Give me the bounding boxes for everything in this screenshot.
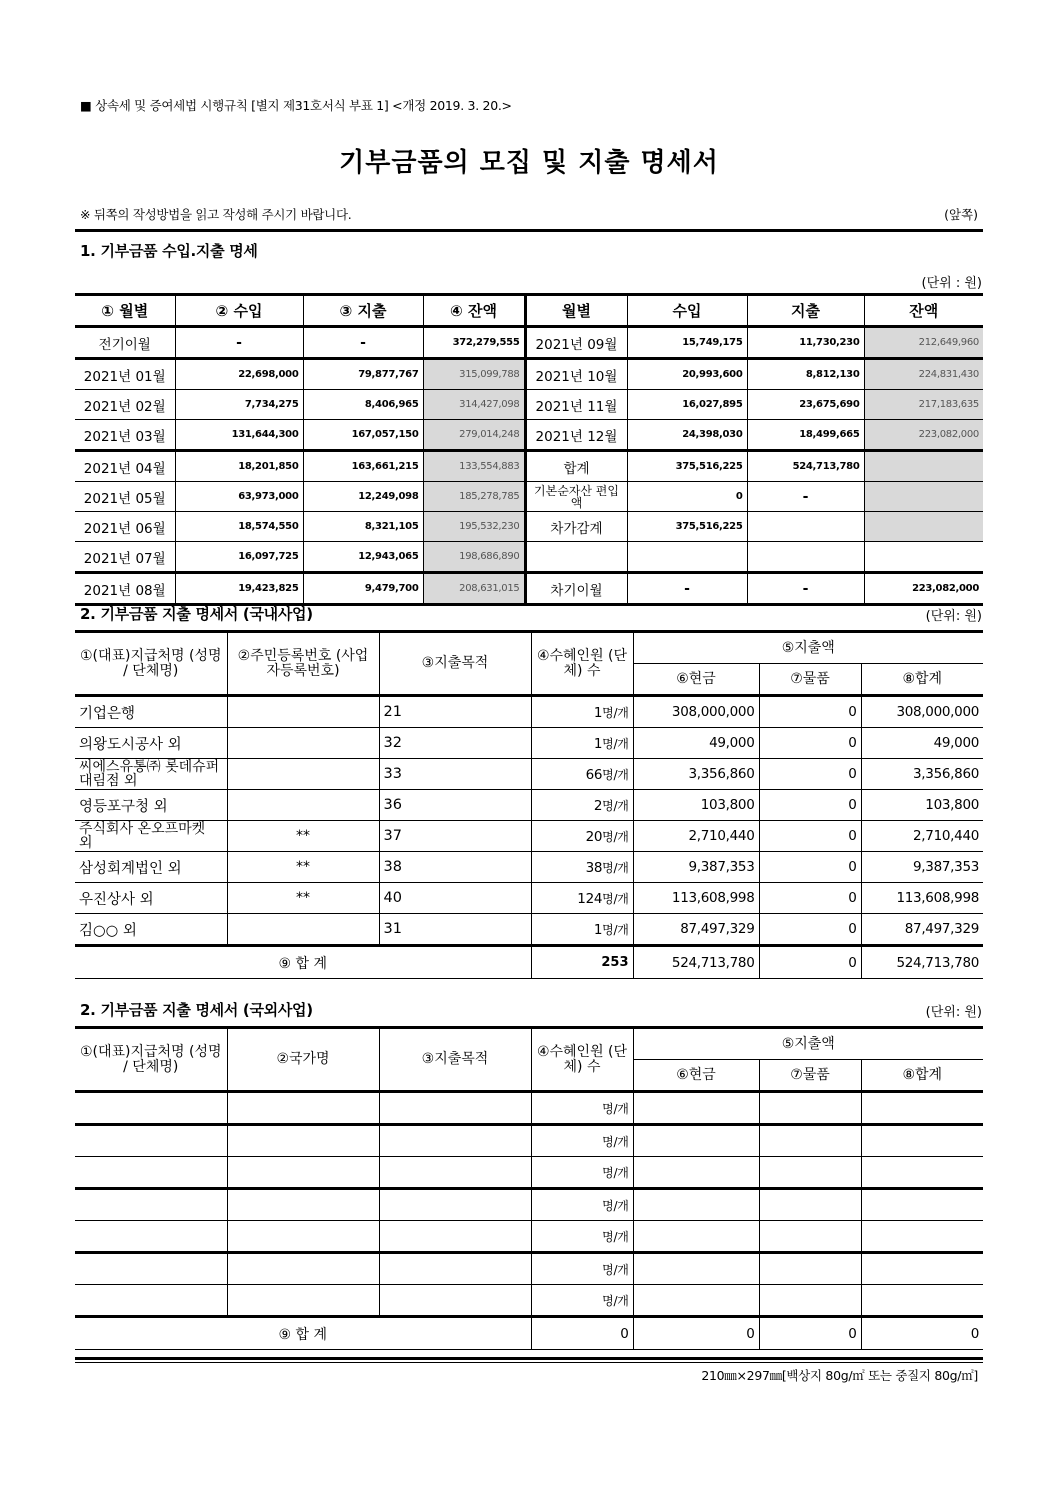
col-header-expense-2: 지출	[747, 295, 864, 327]
beneficiary-unit: 명/개	[602, 860, 629, 875]
id-number-cell: **	[227, 883, 379, 914]
beneficiaries-cell	[531, 790, 633, 821]
total-label: ⑨ 합 계	[75, 1317, 531, 1350]
sum-cell	[861, 1221, 983, 1253]
income-cell: 63,973,000	[175, 482, 303, 512]
col-header-goods: ⑦물품	[759, 1060, 861, 1092]
id-number-cell	[227, 790, 379, 821]
sum-cell	[861, 1253, 983, 1285]
purpose-cell: 36	[379, 790, 531, 821]
table-row	[75, 359, 983, 390]
beneficiaries-cell	[531, 821, 633, 852]
month-cell: 차기이월	[525, 573, 627, 605]
country-cell	[227, 1253, 379, 1285]
sum-cell	[861, 1092, 983, 1125]
cash-cell: 9,387,353	[633, 852, 759, 883]
beneficiaries-cell	[531, 852, 633, 883]
table-row	[75, 451, 983, 482]
payee-cell: 우진상사 외	[75, 883, 227, 914]
cash-cell	[633, 1189, 759, 1221]
id-number-cell	[227, 696, 379, 728]
month-cell: 2021년 10월	[525, 359, 627, 390]
cash-cell: 2,710,440	[633, 821, 759, 852]
beneficiaries-cell: 명/개	[531, 1157, 633, 1189]
table-row	[75, 759, 983, 790]
beneficiaries-cell: 명/개	[531, 1221, 633, 1253]
col-header-income: ② 수입	[175, 295, 303, 327]
beneficiaries-cell	[531, 883, 633, 914]
beneficiaries-cell	[531, 759, 633, 790]
section1-unit: (단위 : 원)	[921, 276, 982, 291]
beneficiary-count: 20	[585, 828, 603, 845]
cash-cell	[633, 1092, 759, 1125]
beneficiary-unit: 명/개	[602, 767, 629, 782]
sum-cell	[861, 1285, 983, 1317]
purpose-cell	[379, 1285, 531, 1317]
balance-cell: 315,099,788	[423, 359, 525, 390]
goods-cell	[759, 1221, 861, 1253]
payee-cell	[75, 1221, 227, 1253]
country-cell	[227, 1221, 379, 1253]
balance-cell	[864, 482, 983, 512]
expense-cell: 12,249,098	[303, 482, 423, 512]
payee-cell: 주식회사 온오프마켓 외	[75, 821, 227, 852]
beneficiary-count: 38	[585, 859, 603, 876]
beneficiary-unit: 명/개	[602, 736, 629, 751]
beneficiary-count: 1	[593, 921, 603, 938]
balance-cell: 223,082,000	[864, 420, 983, 451]
sum-cell: 113,608,998	[861, 883, 983, 914]
goods-cell	[759, 1253, 861, 1285]
country-cell	[227, 1125, 379, 1157]
total-cash: 0	[633, 1317, 759, 1350]
sum-cell: 87,497,329	[861, 914, 983, 946]
col-header-income-2: 수입	[627, 295, 747, 327]
month-cell: 2021년 06월	[75, 512, 175, 542]
payee-cell	[75, 1125, 227, 1157]
total-sum: 524,713,780	[861, 946, 983, 979]
purpose-cell	[379, 1125, 531, 1157]
balance-cell: 314,427,098	[423, 390, 525, 420]
income-cell: 20,993,600	[627, 359, 747, 390]
beneficiaries-cell: 명/개	[531, 1189, 633, 1221]
legal-reference: ■ 상속세 및 증여세법 시행규칙 [별지 제31호서식 부표 1] <개정 2019. 3. 20.>	[80, 98, 512, 113]
sum-cell: 49,000	[861, 728, 983, 759]
income-cell	[627, 542, 747, 573]
expense-cell: 9,479,700	[303, 573, 423, 605]
month-cell: 2021년 12월	[525, 420, 627, 451]
table-row	[75, 1221, 983, 1253]
balance-cell: 217,183,635	[864, 390, 983, 420]
table-row	[75, 327, 983, 359]
balance-cell: 212,649,960	[864, 327, 983, 359]
income-cell: 15,749,175	[627, 327, 747, 359]
total-cash: 524,713,780	[633, 946, 759, 979]
balance-cell: 185,278,785	[423, 482, 525, 512]
goods-cell: 0	[759, 883, 861, 914]
balance-cell	[864, 542, 983, 573]
payee-cell: 기업은행	[75, 696, 227, 728]
payee-cell	[75, 1092, 227, 1125]
col-header-beneficiaries: ④수혜인원 (단체) 수	[531, 632, 633, 696]
income-cell: 375,516,225	[627, 451, 747, 482]
beneficiary-count: 124	[577, 890, 603, 907]
table-row	[75, 1189, 983, 1221]
expense-cell: 23,675,690	[747, 390, 864, 420]
purpose-cell	[379, 1157, 531, 1189]
overseas-expense-table	[75, 1026, 983, 1350]
sum-cell	[861, 1125, 983, 1157]
beneficiary-unit: 명/개	[602, 922, 629, 937]
month-cell: 2021년 03월	[75, 420, 175, 451]
beneficiary-unit: 명/개	[602, 798, 629, 813]
goods-cell	[759, 1125, 861, 1157]
month-cell: 2021년 01월	[75, 359, 175, 390]
balance-cell: 279,014,248	[423, 420, 525, 451]
cash-cell: 3,356,860	[633, 759, 759, 790]
col-header-purpose: ③지출목적	[379, 632, 531, 696]
expense-cell: 11,730,230	[747, 327, 864, 359]
col-header-sum: ⑧합계	[861, 1060, 983, 1092]
table-row	[75, 821, 983, 852]
income-cell: -	[627, 573, 747, 605]
goods-cell	[759, 1285, 861, 1317]
balance-cell: 198,686,890	[423, 542, 525, 573]
table-row	[75, 883, 983, 914]
total-goods: 0	[759, 1317, 861, 1350]
col-header-month-2: 월별	[525, 295, 627, 327]
section1-title: 1. 기부금품 수입.지출 명세	[80, 242, 258, 260]
domestic-expense-table	[75, 630, 983, 979]
month-cell: 2021년 04월	[75, 451, 175, 482]
goods-cell	[759, 1189, 861, 1221]
paper-spec: 210㎜×297㎜[백상지 80g/㎡ 또는 중질지 80g/㎡]	[701, 1368, 978, 1383]
table-row	[75, 914, 983, 946]
goods-cell: 0	[759, 852, 861, 883]
goods-cell: 0	[759, 759, 861, 790]
income-cell: 24,398,030	[627, 420, 747, 451]
section3-unit: (단위: 원)	[925, 1005, 982, 1020]
purpose-cell	[379, 1221, 531, 1253]
beneficiary-unit: 명/개	[602, 705, 629, 720]
income-cell: 16,097,725	[175, 542, 303, 573]
col-header-payee: ①(대표)지급처명 (성명 / 단체명)	[75, 632, 227, 696]
total-count: 0	[531, 1317, 633, 1350]
month-cell: 전기이월	[75, 327, 175, 359]
expense-cell	[747, 542, 864, 573]
sum-cell: 3,356,860	[861, 759, 983, 790]
id-number-cell	[227, 759, 379, 790]
table-row	[75, 420, 983, 451]
id-number-cell: **	[227, 821, 379, 852]
expense-cell: -	[303, 327, 423, 359]
goods-cell: 0	[759, 696, 861, 728]
payee-cell	[75, 1253, 227, 1285]
sum-cell	[861, 1157, 983, 1189]
goods-cell: 0	[759, 914, 861, 946]
expense-cell: 8,812,130	[747, 359, 864, 390]
goods-cell: 0	[759, 790, 861, 821]
page-side-label: (앞쪽)	[944, 207, 978, 222]
beneficiary-count: 1	[593, 735, 603, 752]
month-cell: 2021년 07월	[75, 542, 175, 573]
income-cell: 18,201,850	[175, 451, 303, 482]
cash-cell: 113,608,998	[633, 883, 759, 914]
table-row	[75, 542, 983, 573]
purpose-cell	[379, 1092, 531, 1125]
id-number-cell	[227, 914, 379, 946]
goods-cell: 0	[759, 728, 861, 759]
col-header-amount: ⑤지출액	[633, 1028, 983, 1060]
goods-cell	[759, 1157, 861, 1189]
col-header-payee: ①(대표)지급처명 (성명 / 단체명)	[75, 1028, 227, 1092]
beneficiaries-cell	[531, 696, 633, 728]
col-header-sum: ⑧합계	[861, 664, 983, 696]
payee-cell	[75, 1285, 227, 1317]
balance-cell: 195,532,230	[423, 512, 525, 542]
col-header-cash: ⑥현금	[633, 1060, 759, 1092]
beneficiaries-cell: 명/개	[531, 1092, 633, 1125]
beneficiary-unit: 명/개	[602, 829, 629, 844]
beneficiaries-cell	[531, 914, 633, 946]
table-row	[75, 790, 983, 821]
expense-cell: 8,406,965	[303, 390, 423, 420]
income-cell: 375,516,225	[627, 512, 747, 542]
cash-cell	[633, 1221, 759, 1253]
income-cell: 19,423,825	[175, 573, 303, 605]
sum-cell: 103,800	[861, 790, 983, 821]
expense-cell: -	[747, 482, 864, 512]
footer-divider-thin	[75, 1362, 983, 1363]
table-row	[75, 1285, 983, 1317]
sum-cell	[861, 1189, 983, 1221]
month-cell: 2021년 08월	[75, 573, 175, 605]
sum-cell: 9,387,353	[861, 852, 983, 883]
col-header-cash: ⑥현금	[633, 664, 759, 696]
total-count: 253	[531, 946, 633, 979]
purpose-cell: 40	[379, 883, 531, 914]
balance-cell: 133,554,883	[423, 451, 525, 482]
purpose-cell: 37	[379, 821, 531, 852]
month-cell: 기본순자산 편입액	[525, 482, 627, 512]
country-cell	[227, 1092, 379, 1125]
beneficiary-count: 1	[593, 704, 603, 721]
country-cell	[227, 1157, 379, 1189]
country-cell	[227, 1189, 379, 1221]
cash-cell	[633, 1285, 759, 1317]
payee-cell: 의왕도시공사 외	[75, 728, 227, 759]
table-header-row	[75, 295, 983, 327]
table-row	[75, 1125, 983, 1157]
section2-title: 2. 기부금품 지출 명세서 (국내사업)	[80, 605, 313, 623]
cash-cell: 49,000	[633, 728, 759, 759]
sum-cell: 308,000,000	[861, 696, 983, 728]
income-cell: 7,734,275	[175, 390, 303, 420]
section3-title: 2. 기부금품 지출 명세서 (국외사업)	[80, 1001, 313, 1019]
header-divider	[75, 229, 983, 232]
expense-cell: 163,661,215	[303, 451, 423, 482]
instruction-note: ※ 뒤쪽의 작성방법을 읽고 작성해 주시기 바랍니다.	[80, 207, 352, 222]
table-row	[75, 1092, 983, 1125]
month-cell: 2021년 02월	[75, 390, 175, 420]
month-cell: 2021년 11월	[525, 390, 627, 420]
beneficiaries-cell: 명/개	[531, 1125, 633, 1157]
sum-cell: 2,710,440	[861, 821, 983, 852]
col-header-country: ②국가명	[227, 1028, 379, 1092]
balance-cell: 208,631,015	[423, 573, 525, 605]
balance-cell: 372,279,555	[423, 327, 525, 359]
total-label: ⑨ 합 계	[75, 946, 531, 979]
col-header-balance: ④ 잔액	[423, 295, 525, 327]
footer-divider	[75, 1357, 983, 1360]
id-number-cell: **	[227, 852, 379, 883]
cash-cell	[633, 1157, 759, 1189]
balance-cell	[864, 512, 983, 542]
purpose-cell: 33	[379, 759, 531, 790]
expense-cell: 167,057,150	[303, 420, 423, 451]
expense-cell: 8,321,105	[303, 512, 423, 542]
col-header-month: ① 월별	[75, 295, 175, 327]
table-row	[75, 573, 983, 605]
table-row	[75, 696, 983, 728]
purpose-cell: 38	[379, 852, 531, 883]
beneficiary-count: 2	[593, 797, 603, 814]
expense-cell: 12,943,065	[303, 542, 423, 573]
expense-cell: 524,713,780	[747, 451, 864, 482]
balance-cell	[864, 451, 983, 482]
month-cell: 2021년 05월	[75, 482, 175, 512]
purpose-cell	[379, 1253, 531, 1285]
beneficiary-unit: 명/개	[602, 891, 629, 906]
month-cell	[525, 542, 627, 573]
table-row	[75, 512, 983, 542]
purpose-cell: 21	[379, 696, 531, 728]
country-cell	[227, 1285, 379, 1317]
payee-cell	[75, 1189, 227, 1221]
table-row	[75, 728, 983, 759]
payee-cell: 영등포구청 외	[75, 790, 227, 821]
income-cell: 131,644,300	[175, 420, 303, 451]
section2-unit: (단위: 원)	[925, 609, 982, 624]
income-expense-table	[75, 293, 983, 606]
expense-cell: -	[747, 573, 864, 605]
purpose-cell: 32	[379, 728, 531, 759]
purpose-cell: 31	[379, 914, 531, 946]
expense-cell: 79,877,767	[303, 359, 423, 390]
cash-cell	[633, 1253, 759, 1285]
col-header-balance-2: 잔액	[864, 295, 983, 327]
table-row	[75, 1157, 983, 1189]
table-row	[75, 852, 983, 883]
total-sum: 0	[861, 1317, 983, 1350]
income-cell: 0	[627, 482, 747, 512]
beneficiaries-cell	[531, 728, 633, 759]
col-header-goods: ⑦물품	[759, 664, 861, 696]
col-header-beneficiaries: ④수혜인원 (단체) 수	[531, 1028, 633, 1092]
beneficiary-count: 66	[585, 766, 603, 783]
col-header-purpose: ③지출목적	[379, 1028, 531, 1092]
table-row	[75, 390, 983, 420]
balance-cell: 224,831,430	[864, 359, 983, 390]
income-cell: 18,574,550	[175, 512, 303, 542]
payee-cell: 씨에스유통㈜ 롯데슈퍼 대림점 외	[75, 759, 227, 790]
beneficiaries-cell: 명/개	[531, 1285, 633, 1317]
balance-cell: 223,082,000	[864, 573, 983, 605]
income-cell: 16,027,895	[627, 390, 747, 420]
table-row	[75, 1253, 983, 1285]
goods-cell: 0	[759, 821, 861, 852]
total-row	[75, 946, 983, 979]
page-title: 기부금품의 모집 및 지출 명세서	[339, 148, 719, 178]
cash-cell: 87,497,329	[633, 914, 759, 946]
month-cell: 2021년 09월	[525, 327, 627, 359]
total-goods: 0	[759, 946, 861, 979]
cash-cell: 103,800	[633, 790, 759, 821]
payee-cell: 삼성회계법인 외	[75, 852, 227, 883]
income-cell: 22,698,000	[175, 359, 303, 390]
month-cell: 차가감계	[525, 512, 627, 542]
cash-cell	[633, 1125, 759, 1157]
purpose-cell	[379, 1189, 531, 1221]
income-cell: -	[175, 327, 303, 359]
month-cell: 합계	[525, 451, 627, 482]
col-header-id-number: ②주민등록번호 (사업자등록번호)	[227, 632, 379, 696]
expense-cell	[747, 512, 864, 542]
payee-cell: 김○○ 외	[75, 914, 227, 946]
cash-cell: 308,000,000	[633, 696, 759, 728]
total-row	[75, 1317, 983, 1350]
id-number-cell	[227, 728, 379, 759]
goods-cell	[759, 1092, 861, 1125]
expense-cell: 18,499,665	[747, 420, 864, 451]
col-header-amount: ⑤지출액	[633, 632, 983, 664]
table-row	[75, 482, 983, 512]
payee-cell	[75, 1157, 227, 1189]
beneficiaries-cell: 명/개	[531, 1253, 633, 1285]
col-header-expense: ③ 지출	[303, 295, 423, 327]
